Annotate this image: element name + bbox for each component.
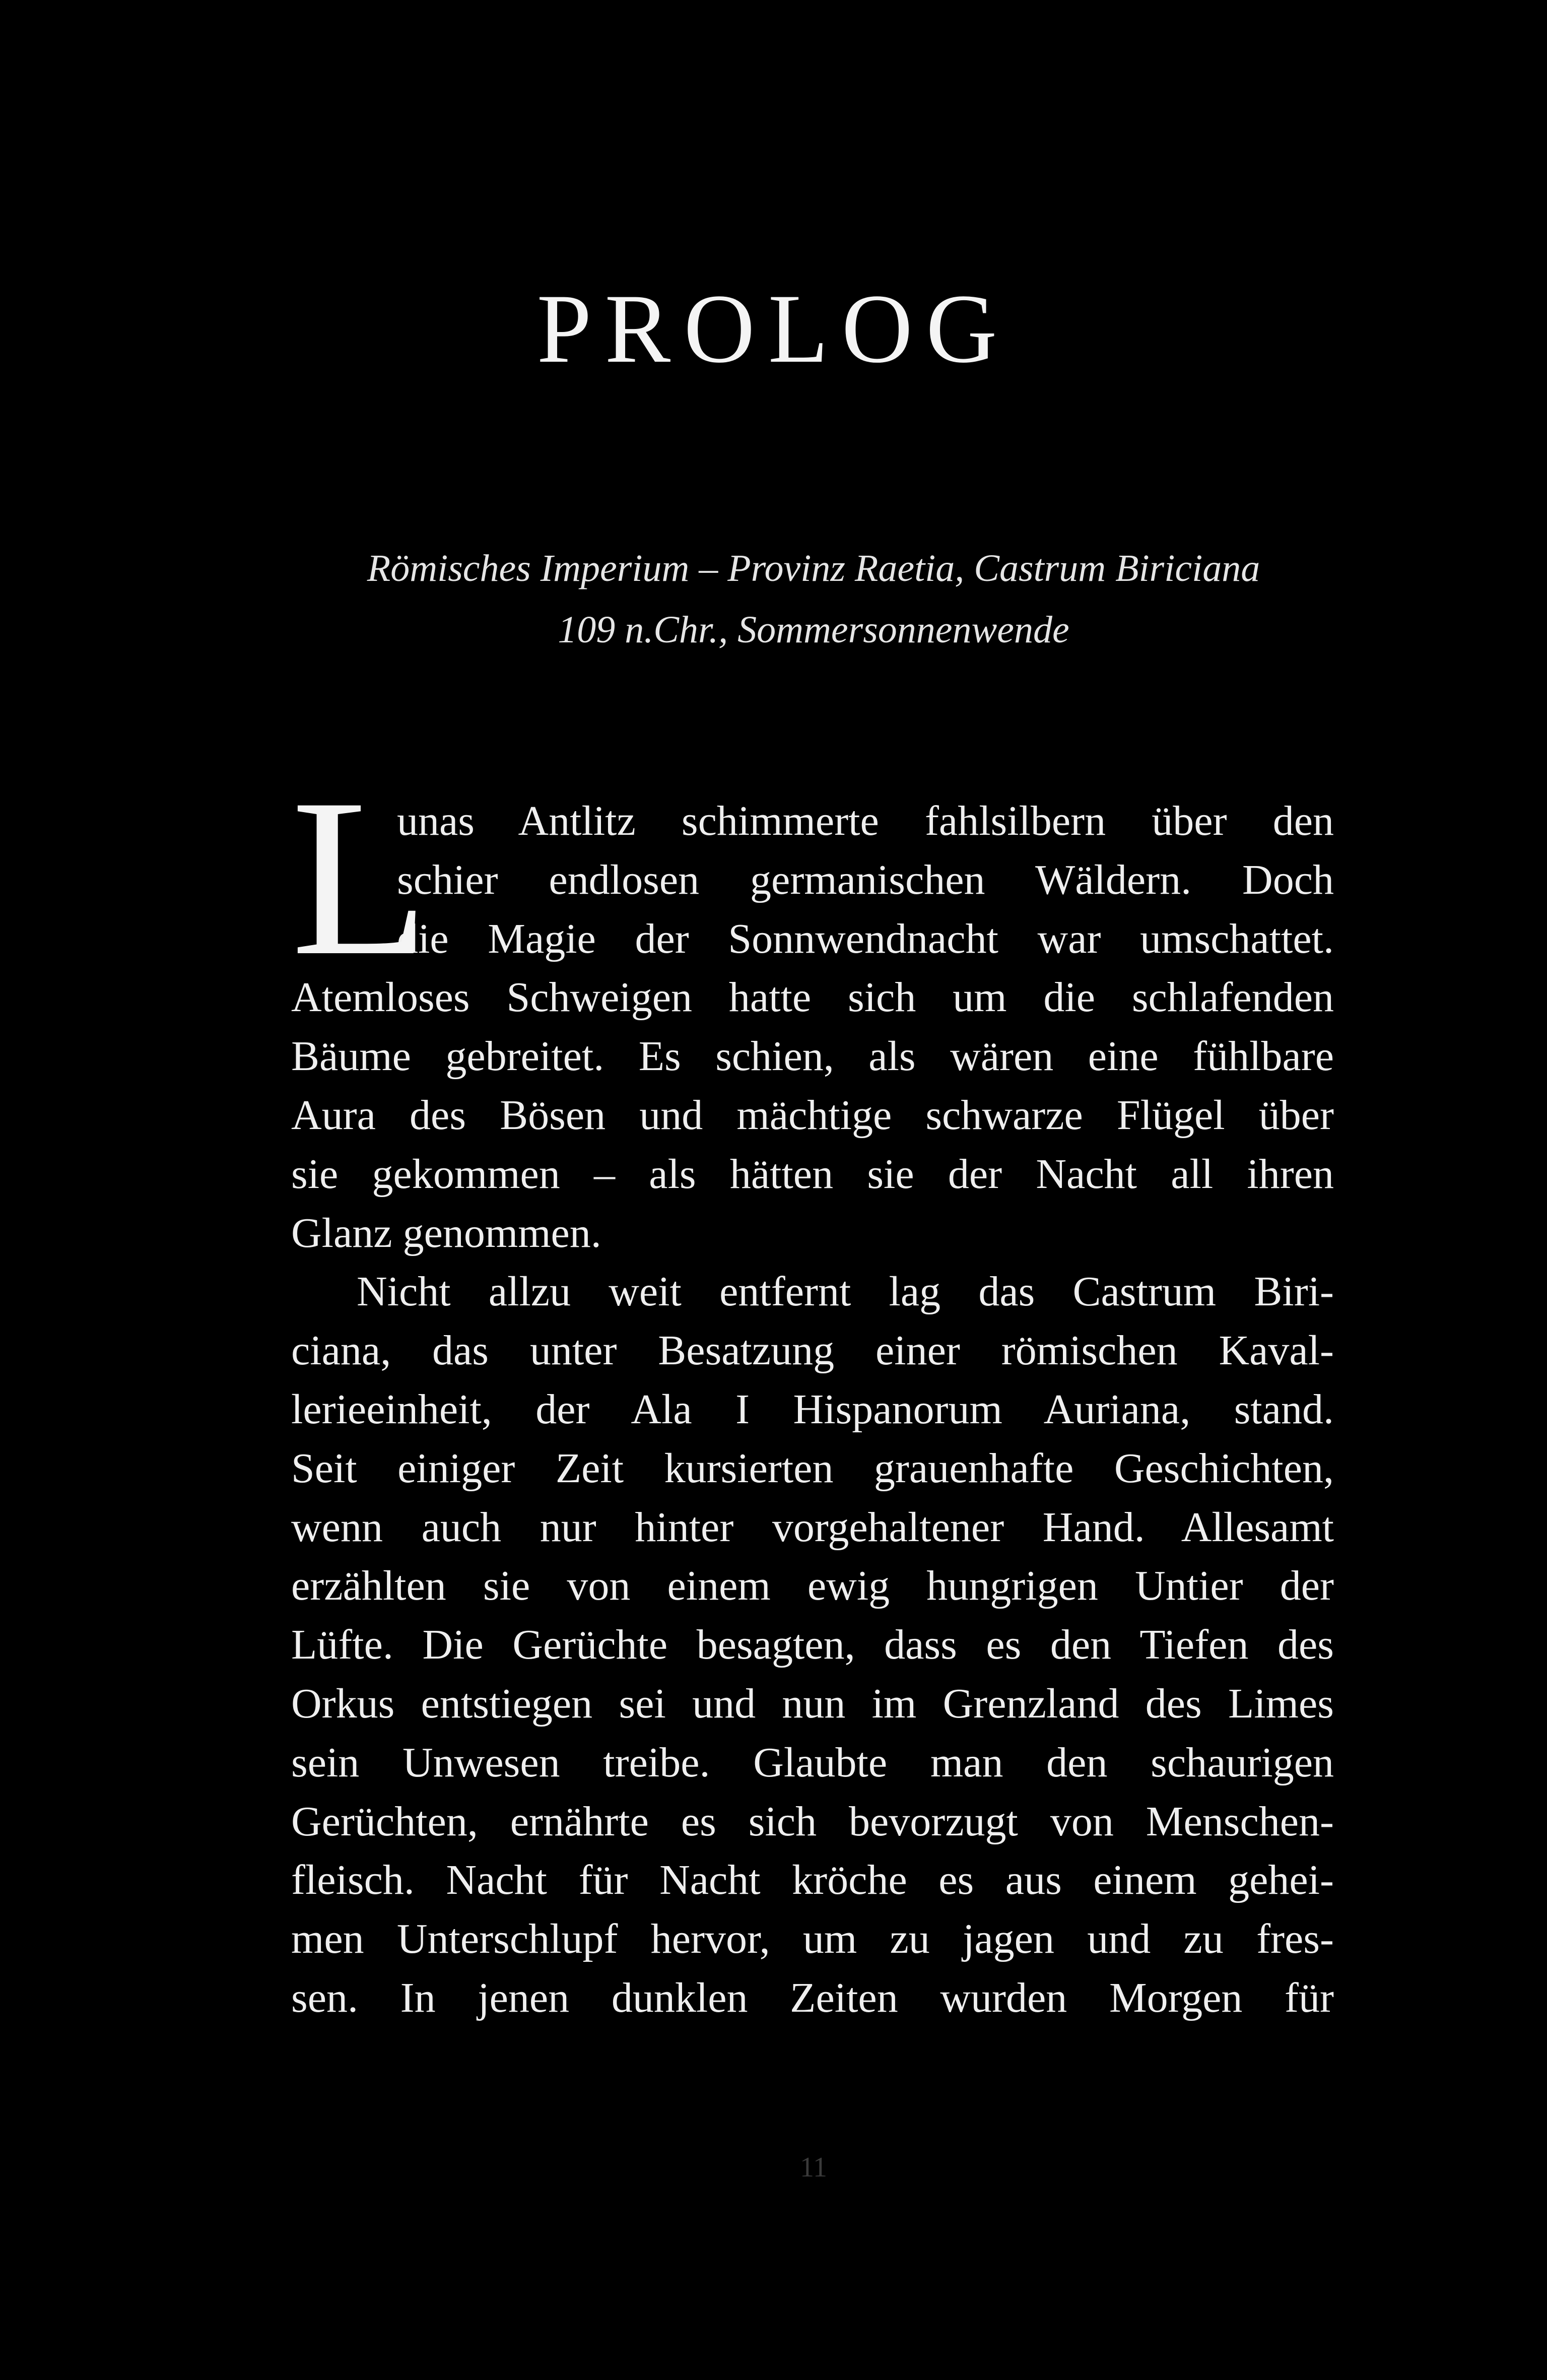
text-line: fleisch. Nacht für Nacht kröche es aus einem gehei- bbox=[291, 1857, 1334, 1904]
text-line: sen. In jenen dunklen Zeiten wurden Morgen für bbox=[291, 1974, 1334, 2021]
text-line: Gerüchten, ernährte es sich bevorzugt von Menschen- bbox=[291, 1798, 1334, 1845]
chapter-date: 109 n.Chr., Sommersonnenwende bbox=[558, 609, 1069, 651]
text-line: Lüfte. Die Gerüchte besagten, dass es den Tiefen des bbox=[291, 1621, 1334, 1669]
text-line: Glanz genommen. bbox=[291, 1209, 601, 1257]
text-line: Seit einiger Zeit kursierten grauenhafte Geschichten, bbox=[291, 1444, 1334, 1492]
text-line: Orkus entstiegen sei und nun im Grenzland des Limes bbox=[291, 1680, 1334, 1727]
paragraph-1 bbox=[291, 752, 1334, 1263]
text-line: Bäume gebreitet. Es schien, als wären eine fühlbare bbox=[291, 1033, 1334, 1080]
text-line: sein Unwesen treibe. Glaubte man den schaurigen bbox=[291, 1739, 1334, 1786]
text-line: lerieeinheit, der Ala I Hispanorum Auriana, stand. bbox=[291, 1385, 1334, 1433]
body-text bbox=[291, 752, 1334, 2028]
text-line: Nicht allzu weit entfernt lag das Castrum Biri- bbox=[357, 1268, 1334, 1315]
paragraph-2 bbox=[291, 1263, 1334, 2027]
text-line: schier endlosen germanischen Wäldern. Doch bbox=[397, 856, 1334, 903]
text-line: unas Antlitz schimmerte fahlsilbern über den bbox=[397, 798, 1334, 844]
text-line: ciana, das unter Besatzung einer römischen Kaval- bbox=[291, 1327, 1334, 1374]
text-line: Aura des Bösen und mächtige schwarze Flügel über bbox=[291, 1091, 1334, 1139]
chapter-place: Römisches Imperium – Provinz Raetia, Castrum Biriciana bbox=[367, 547, 1260, 589]
drop-cap: L bbox=[291, 752, 429, 1002]
text-line: sie gekommen – als hätten sie der Nacht all ihren bbox=[291, 1150, 1334, 1198]
text-line: die Magie der Sonnwendnacht war umschattet. bbox=[397, 915, 1334, 962]
text-line: men Unterschlupf hervor, um zu jagen und zu fres- bbox=[291, 1915, 1334, 1963]
page-number: 11 bbox=[800, 2152, 827, 2183]
chapter-title: PROLOG bbox=[536, 274, 1011, 383]
text-line: erzählten sie von einem ewig hungrigen Untier der bbox=[291, 1562, 1334, 1610]
text-line: Atemloses Schweigen hatte sich um die schlafenden bbox=[291, 974, 1334, 1021]
text-line: wenn auch nur hinter vorgehaltener Hand. Allesamt bbox=[291, 1503, 1334, 1551]
